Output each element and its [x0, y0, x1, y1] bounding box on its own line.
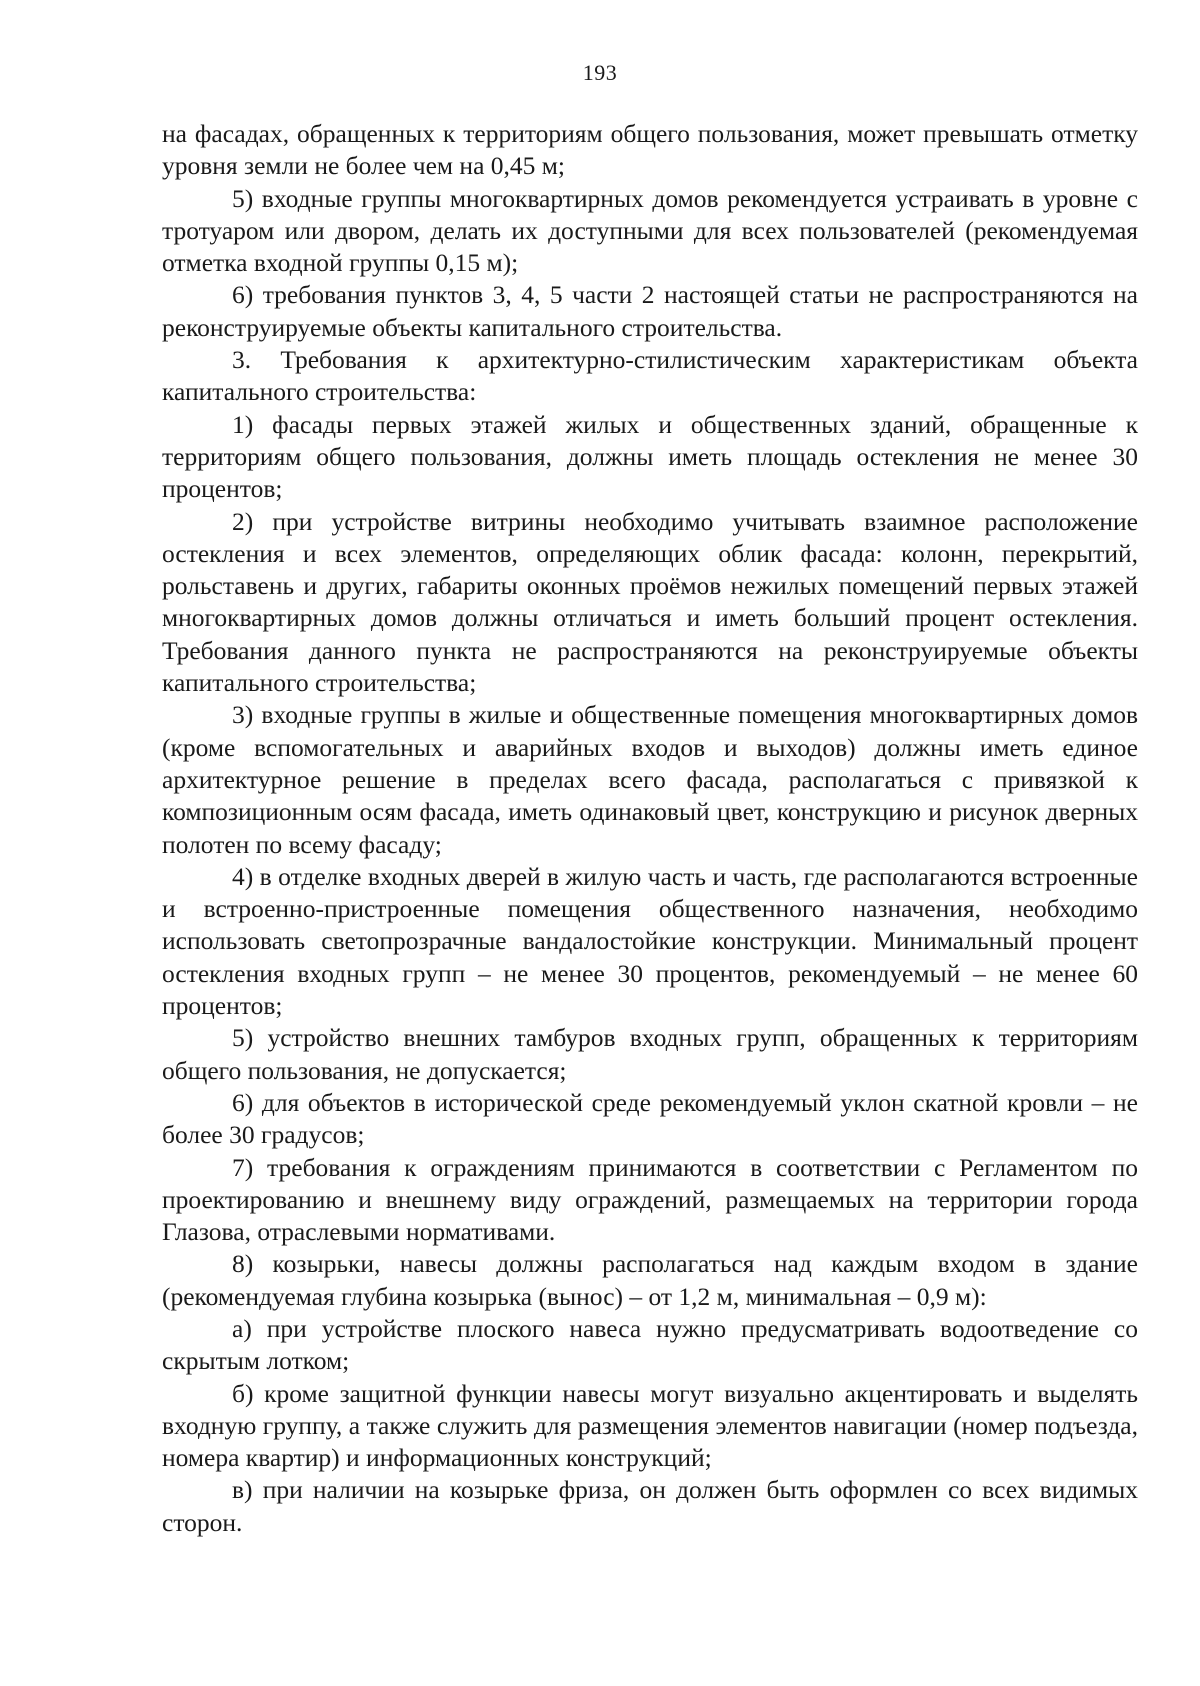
paragraph-item-8-canopies: 8) козырьки, навесы должны располагаться над каждым входом в здание (рекомендуемая глубина козырька (вынос) – от 1,2 м, минимальная – 0,9 м):	[162, 1249, 1138, 1311]
paragraph-subitem-a-drainage: а) при устройстве плоского навеса нужно предусматривать водоотведение со скрытым лотком;	[162, 1313, 1138, 1376]
paragraph-item-2-shop-windows: 2) при устройстве витрины необходимо учитывать взаимное расположение остекления и всех элементов, определяющих облик фасада: колонн, перекрытий, рольставень и других, габариты оконных проёмов нежилых помещений первых этажей многоквартирных домов должны отличаться и иметь больший процент остекления. Требования данного пункта не распространяются на реконструируемые объекты капитального строительства;	[162, 506, 1138, 698]
paragraph-item-6-exceptions: 6) требования пунктов 3, 4, 5 части 2 настоящей статьи не распространяются на реконструируемые объекты капитального строительства.	[162, 280, 1138, 342]
paragraph-subitem-b-navigation: б) кроме защитной функции навесы могут визуально акцентировать и выделять входную группу, а также служить для размещения элементов навигации (номер подъезда, номера квартир) и информационных конструкций;	[162, 1378, 1138, 1473]
paragraph-item-5-entrance-groups: 5) входные группы многоквартирных домов рекомендуется устраивать в уровне с тротуаром или двором, делать их доступными для всех пользователей (рекомендуемая отметка входной группы 0,15 м);	[162, 183, 1138, 278]
paragraph-item-5-vestibules: 5) устройство внешних тамбуров входных групп, обращенных к территориям общего пользования, не допускается;	[162, 1023, 1138, 1085]
paragraph-item-6-roof-slope: 6) для объектов в исторической среде рекомендуемый уклон скатной кровли – не более 30 градусов;	[162, 1087, 1138, 1150]
paragraph-continued-fragment: на фасадах, обращенных к территориям общего пользования, может превышать отметку уровня земли не более чем на 0,45 м;	[162, 119, 1138, 181]
paragraph-item-1-facade-glazing: 1) фасады первых этажей жилых и общественных зданий, обращенные к территориям общего пользования, должны иметь площадь остекления не менее 30 процентов;	[162, 409, 1138, 504]
paragraph-item-3-entrance-design: 3) входные группы в жилые и общественные помещения многоквартирных домов (кроме вспомогательных и аварийных входов и выходов) должны иметь единое архитектурное решение в пределах всего фасада, располагаться с привязкой к композиционным осям фасада, иметь одинаковый цвет, конструкцию и рисунок дверных полотен по всему фасаду;	[162, 700, 1138, 859]
paragraph-item-4-entrance-doors: 4) в отделке входных дверей в жилую часть и часть, где располагаются встроенные и встроенно-пристроенные помещения общественного назначения, необходимо использовать светопрозрачные вандалостойкие конструкции. Минимальный процент остекления входных групп – не менее 30 процентов, рекомендуемый – не менее 60 процентов;	[162, 861, 1138, 1021]
paragraph-item-7-fences: 7) требования к ограждениям принимаются в соответствии с Регламентом по проектированию и внешнему виду ограждений, размещаемых на территории города Глазова, отраслевыми нормативами.	[162, 1152, 1138, 1247]
paragraph-subitem-v-frieze: в) при наличии на козырьке фриза, он должен быть оформлен со всех видимых сторон.	[162, 1475, 1138, 1537]
paragraph-section-3-heading: 3. Требования к архитектурно-стилистическим характеристикам объекта капитального строительства:	[162, 345, 1138, 407]
page-number: 193	[582, 60, 618, 85]
document-body	[162, 118, 1138, 1539]
